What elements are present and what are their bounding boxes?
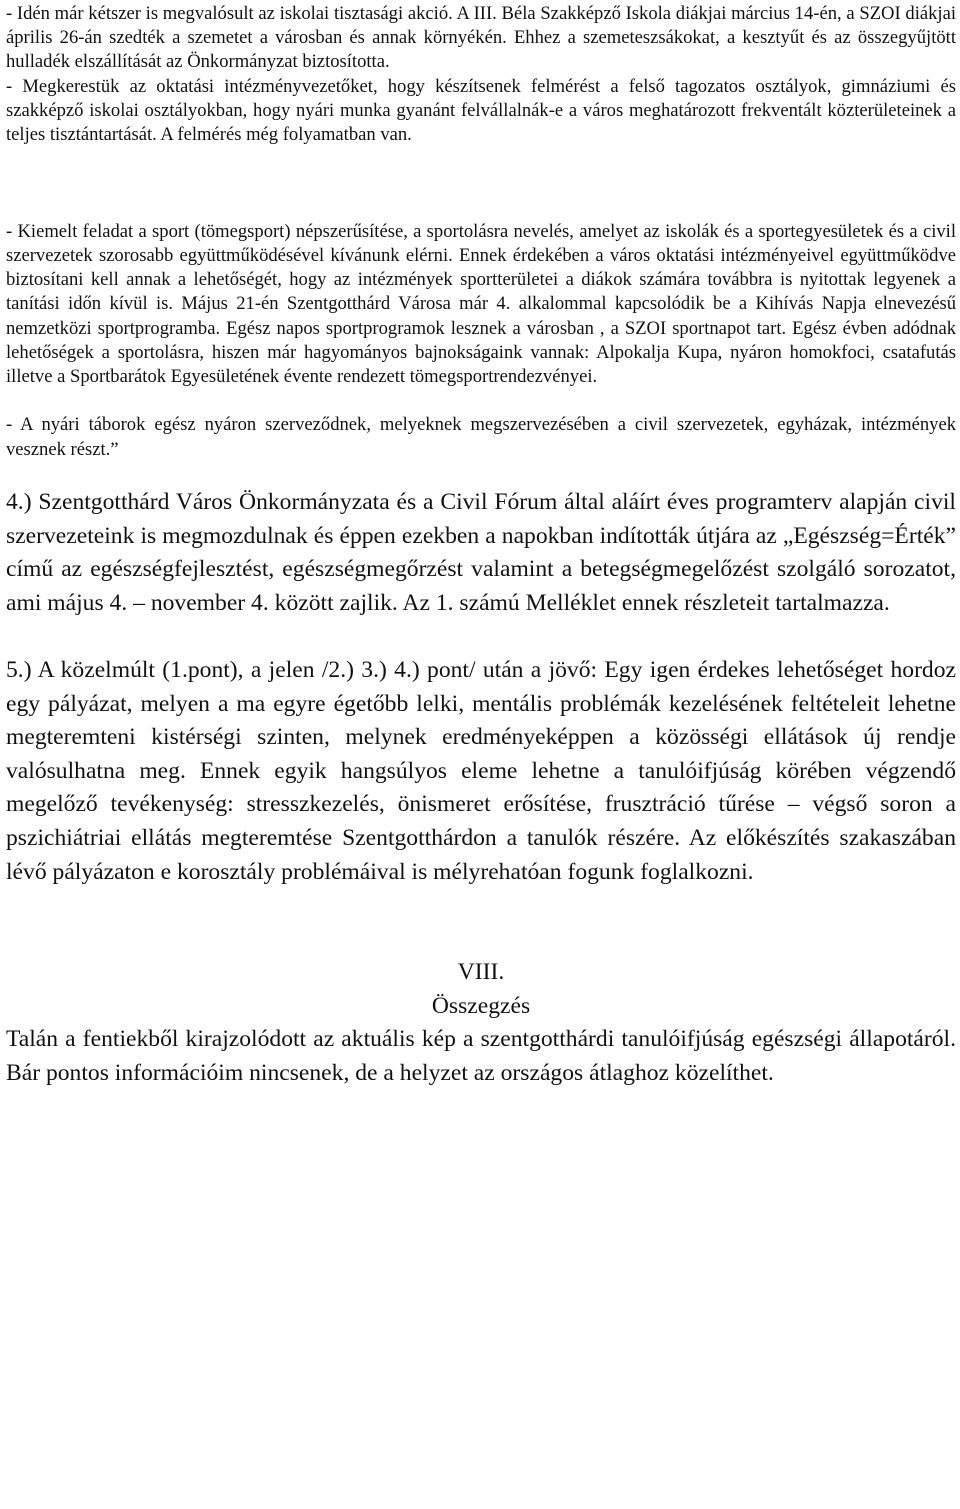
section-title: Összegzés	[431, 992, 531, 1019]
spacer	[6, 196, 956, 220]
spacer	[6, 147, 956, 171]
paragraph-health-program: 4.) Szentgotthárd Város Önkormányzata és a Civil Fórum által aláírt éves programterv alapján civil szervezeteink is megmozdulnak és éppen ezekben a napokban indították útjára az „Egészség=Érték” című az egészségfejlesztést, egészségmegőrzést valamint a betegségmegelőzést szolgáló sorozatot, ami május 4. – november 4. között zajlik. Az 1. számú Melléklet ennek részleteit tartalmazza.	[6, 488, 956, 616]
paragraph-summer-camps: - A nyári táborok egész nyáron szerveződnek, melyeknek megszervezésében a civil szervezetek, egyházak, intézmények vesznek részt.”	[6, 414, 956, 460]
spacer	[6, 171, 956, 195]
paragraph-summer-work-survey: - Megkerestük az oktatási intézményvezetőket, hogy készítsenek felmérést a felső tagozatos osztályok, gimnáziumi és szakképző iskolai osztályokban, hogy nyári munka gyanánt felvállalnák-e a város meghatározott frekventált közterületeinek a teljes tisztántartását. A felmérés még folyamatban van.	[6, 75, 956, 146]
spacer	[6, 462, 956, 486]
paragraph-future-application: 5.) A közelmúlt (1.pont), a jelen /2.) 3.) 4.) pont/ után a jövő: Egy igen érdekes lehetőséget hordoz egy pályázat, melyen a ma egyre égetőbb lelki, mentális problémák kezelésének feltételeit lehetne megteremteni kistérségi szinten, melynek eredményeképpen a közösségi ellátások új rendje valósulhatna meg. Ennek egyik hangsúlyos eleme lehetne a tanulóifjúság körében végzendő megelőző tevékenység: stresszkezelés, önismeret erősítése, frusztráció tűrése – végső soron a pszichiátriai ellátás megteremtése Szentgotthárdon a tanulók részére. Az előkészítés szakaszában lévő pályázaton e korosztály problémáival is mélyrehatóan fogunk foglalkozni.	[6, 656, 956, 885]
spacer	[6, 889, 956, 923]
spacer	[6, 620, 956, 654]
spacer	[6, 389, 956, 413]
paragraph-cleanup-action: - Idén már kétszer is megvalósult az iskolai tisztasági akció. A III. Béla Szakképző Iskola diákjai március 14-én, a SZOI diákjai április 26-án szedték a szemetet a városban és annak környékén. Ehhez a szemeteszsákokat, a kesztyűt és az összegyűjtött hulladék elszállítását az Önkormányzat biztosította.	[6, 3, 956, 73]
paragraph-summary: Talán a fentiekből kirajzolódott az aktuális kép a szentgotthárdi tanulóifjúság egészségi állapotáról. Bár pontos információim nincsenek, de a helyzet az országos átlaghoz közelíthet.	[6, 1026, 956, 1087]
paragraph-sport-promotion: - Kiemelt feladat a sport (tömegsport) népszerűsítése, a sportolásra nevelés, amelyet az iskolák és a sportegyesületek és a civil szervezetek szorosabb együttműködésével kívánunk elérni. Ennek érdekében a város oktatási intézményeivel együttműködve biztosítani kell annak a lehetőségét, hogy az intézmények sportterületei a diákok számára továbbra is nyitottak legyenek a tanítási időn kívül is. Május 21-én Szentgotthárd Városa már 4. alkalommal kapcsolódik be a Kihívás Napja elnevezésű nemzetközi sportprogramba. Egész napos sportprogramok lesznek a városban , a SZOI sportnapot tart. Egész évben adódnak lehetőségek a sportolásra, hiszen már hagyományos bajnokságaink vannak: Alpokalja Kupa, nyáron homokfoci, csatafutás illetve a Sportbarátok Egyesületének évente rendezett tömegsportrendezvényei.	[6, 220, 956, 387]
spacer	[6, 923, 956, 957]
section-number: VIII.	[457, 959, 505, 986]
document-page	[6, 0, 956, 1091]
